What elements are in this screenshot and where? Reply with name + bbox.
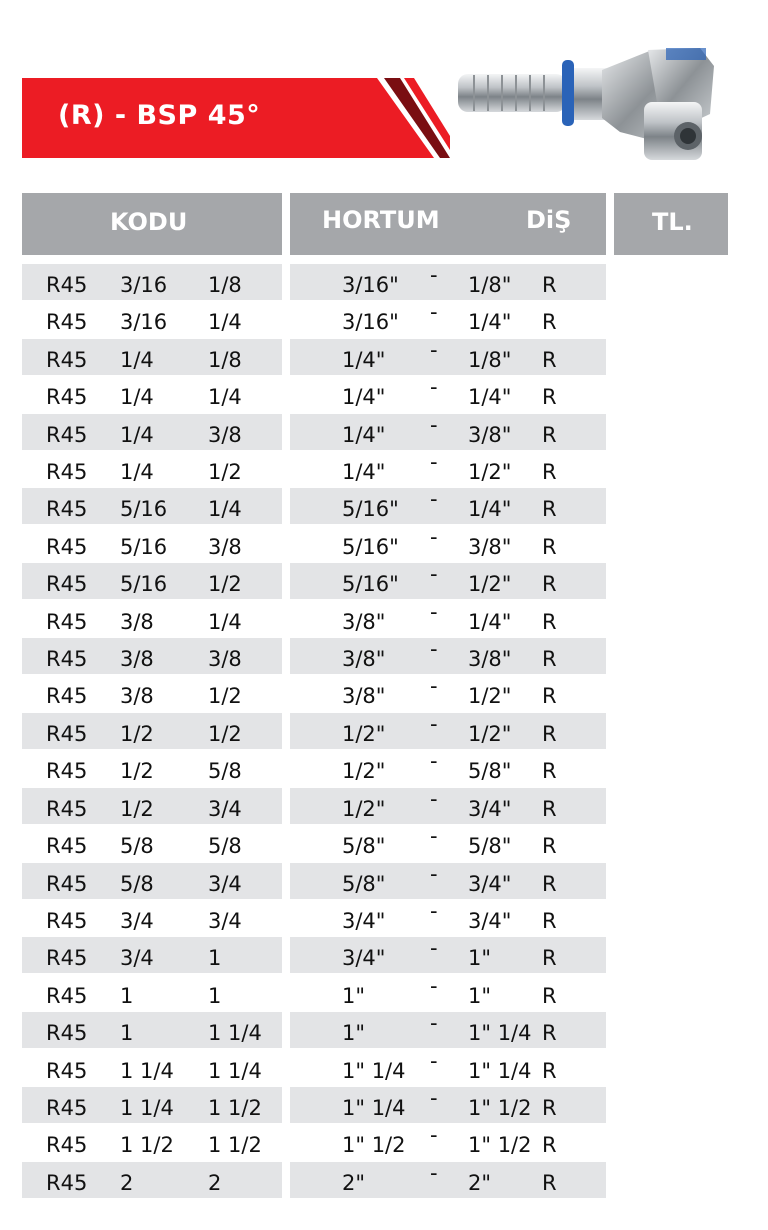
cell-dis: 5/8"	[468, 834, 512, 859]
cell-dash: -	[430, 711, 438, 736]
cell-type: R	[542, 871, 557, 896]
cell-size-b: 1/4	[208, 385, 242, 410]
cell-hortum: 3/4"	[342, 908, 386, 933]
cell-dis: 3/8"	[468, 422, 512, 447]
cell-dash: -	[430, 861, 438, 886]
row-background-hortum	[290, 563, 606, 599]
header-hortum-label: HORTUM	[322, 206, 440, 234]
cell-code: R45	[46, 1170, 88, 1195]
cell-dis: 1" 1/4	[468, 1058, 532, 1083]
cell-dash: -	[430, 599, 438, 624]
table-row	[22, 339, 606, 376]
cell-dis: 1/2"	[468, 460, 512, 485]
cell-size-b: 1/4	[208, 310, 242, 335]
fitting-table	[22, 264, 606, 1199]
cell-size-b: 3/8	[208, 422, 242, 447]
cell-code: R45	[46, 1058, 88, 1083]
cell-type: R	[542, 385, 557, 410]
cell-dis: 1/4"	[468, 497, 512, 522]
table-row	[22, 825, 606, 862]
cell-dis: 1"	[468, 983, 492, 1008]
cell-dash: -	[430, 524, 438, 549]
cell-hortum: 1"	[342, 983, 366, 1008]
cell-type: R	[542, 834, 557, 859]
cell-hortum: 1/4"	[342, 347, 386, 372]
cell-dis: 3/4"	[468, 796, 512, 821]
cell-dash: -	[430, 412, 438, 437]
cell-hortum: 1" 1/4	[342, 1095, 406, 1120]
cell-size-b: 1 1/2	[208, 1095, 262, 1120]
table-row	[22, 376, 606, 413]
row-background-hortum	[290, 526, 606, 562]
table-row	[22, 788, 606, 825]
cell-type: R	[542, 1170, 557, 1195]
cell-type: R	[542, 946, 557, 971]
table-row	[22, 1050, 606, 1087]
cell-hortum: 3/8"	[342, 684, 386, 709]
cell-size-a: 1 1/4	[120, 1095, 174, 1120]
cell-hortum: 5/16"	[342, 497, 399, 522]
cell-size-b: 1/2	[208, 684, 242, 709]
cell-hortum: 3/8"	[342, 647, 386, 672]
cell-code: R45	[46, 534, 88, 559]
cell-size-b: 3/8	[208, 534, 242, 559]
cell-dash: -	[430, 936, 438, 961]
cell-code: R45	[46, 609, 88, 634]
cell-dis: 3/4"	[468, 871, 512, 896]
row-background-hortum	[290, 638, 606, 674]
cell-dis: 1/2"	[468, 721, 512, 746]
table-row	[22, 414, 606, 451]
cell-type: R	[542, 273, 557, 297]
cell-code: R45	[46, 946, 88, 971]
cell-dash: -	[430, 487, 438, 512]
cell-dash: -	[430, 674, 438, 699]
cell-size-a: 1/4	[120, 460, 154, 485]
table-row	[22, 975, 606, 1012]
cell-type: R	[542, 460, 557, 485]
cell-dis: 1/2"	[468, 572, 512, 597]
table-row	[22, 488, 606, 525]
table-row	[22, 900, 606, 937]
cell-dis: 1"	[468, 946, 492, 971]
cell-type: R	[542, 609, 557, 634]
cell-type: R	[542, 310, 557, 335]
cell-dash: -	[430, 1085, 438, 1110]
cell-dash: -	[430, 1160, 438, 1185]
cell-size-b: 1 1/4	[208, 1021, 262, 1046]
table-row	[22, 526, 606, 563]
cell-size-b: 1/4	[208, 497, 242, 522]
cell-dis: 5/8"	[468, 759, 512, 784]
cell-size-a: 5/16	[120, 572, 168, 597]
cell-size-a: 1/2	[120, 759, 154, 784]
cell-code: R45	[46, 273, 88, 297]
cell-hortum: 3/16"	[342, 310, 399, 335]
cell-size-b: 3/4	[208, 796, 242, 821]
cell-hortum: 3/8"	[342, 609, 386, 634]
table-row	[22, 451, 606, 488]
header-tl	[614, 193, 728, 255]
row-background-hortum	[290, 675, 606, 711]
table-row	[22, 1087, 606, 1124]
cell-size-b: 3/4	[208, 871, 242, 896]
cell-size-b: 1	[208, 983, 222, 1008]
cell-code: R45	[46, 1021, 88, 1046]
row-background-hortum	[290, 1012, 606, 1048]
cell-size-a: 5/8	[120, 871, 154, 896]
header-tl-label: TL.	[652, 208, 693, 236]
title-banner	[22, 78, 450, 158]
table-row	[22, 264, 606, 301]
row-background-hortum	[290, 601, 606, 637]
cell-hortum: 5/16"	[342, 534, 399, 559]
elbow-fitting-image	[452, 44, 722, 170]
cell-size-b: 1/2	[208, 572, 242, 597]
cell-hortum: 1/2"	[342, 796, 386, 821]
cell-size-a: 3/16	[120, 273, 168, 297]
cell-type: R	[542, 684, 557, 709]
cell-hortum: 5/16"	[342, 572, 399, 597]
cell-size-b: 1/8	[208, 347, 242, 372]
row-background-hortum	[290, 1087, 606, 1123]
table-row	[22, 675, 606, 712]
cell-size-b: 1 1/4	[208, 1058, 262, 1083]
cell-type: R	[542, 983, 557, 1008]
row-background-hortum	[290, 975, 606, 1011]
header-kodu	[22, 193, 282, 255]
cell-hortum: 1/4"	[342, 422, 386, 447]
cell-dash: -	[430, 337, 438, 362]
row-background-hortum	[290, 1124, 606, 1160]
cell-dash: -	[430, 375, 438, 400]
cell-size-a: 1/4	[120, 422, 154, 447]
cell-dash: -	[430, 824, 438, 849]
row-background-hortum	[290, 863, 606, 899]
cell-code: R45	[46, 310, 88, 335]
header-hortum-dis	[290, 193, 606, 255]
cell-size-a: 3/4	[120, 908, 154, 933]
cell-size-a: 1 1/4	[120, 1058, 174, 1083]
cell-dis: 1/8"	[468, 273, 512, 297]
table-row	[22, 563, 606, 600]
cell-dash: -	[430, 973, 438, 998]
cell-dash: -	[430, 1048, 438, 1073]
cell-dis: 3/8"	[468, 534, 512, 559]
cell-size-b: 1/8	[208, 273, 242, 297]
cell-hortum: 1"	[342, 1021, 366, 1046]
cell-type: R	[542, 759, 557, 784]
cell-size-b: 5/8	[208, 834, 242, 859]
table-row	[22, 638, 606, 675]
cell-size-b: 3/4	[208, 908, 242, 933]
table-row	[22, 1162, 606, 1199]
cell-dis: 1/4"	[468, 385, 512, 410]
cell-hortum: 1/4"	[342, 385, 386, 410]
row-background-hortum	[290, 788, 606, 824]
page-title: (R) - BSP 45°	[58, 100, 261, 131]
header-dis-label: DiŞ	[526, 206, 572, 234]
cell-dash: -	[430, 786, 438, 811]
table-row	[22, 713, 606, 750]
row-background-hortum	[290, 937, 606, 973]
cell-type: R	[542, 1058, 557, 1083]
cell-hortum: 1/2"	[342, 759, 386, 784]
cell-dash: -	[430, 637, 438, 662]
cell-size-a: 3/16	[120, 310, 168, 335]
cell-size-a: 1/2	[120, 721, 154, 746]
cell-type: R	[542, 908, 557, 933]
cell-hortum: 1" 1/4	[342, 1058, 406, 1083]
cell-hortum: 1/2"	[342, 721, 386, 746]
cell-size-a: 1/4	[120, 347, 154, 372]
cell-code: R45	[46, 1095, 88, 1120]
cell-hortum: 1" 1/2	[342, 1133, 406, 1158]
cell-type: R	[542, 721, 557, 746]
cell-dis: 1/4"	[468, 310, 512, 335]
cell-type: R	[542, 572, 557, 597]
cell-dis: 1/2"	[468, 684, 512, 709]
cell-code: R45	[46, 572, 88, 597]
cell-size-a: 1/4	[120, 385, 154, 410]
cell-size-b: 3/8	[208, 647, 242, 672]
cell-code: R45	[46, 721, 88, 746]
cell-size-b: 5/8	[208, 759, 242, 784]
cell-size-b: 1	[208, 946, 222, 971]
cell-code: R45	[46, 1133, 88, 1158]
row-background-hortum	[290, 264, 606, 300]
cell-size-a: 5/16	[120, 534, 168, 559]
cell-hortum: 5/8"	[342, 871, 386, 896]
cell-dis: 1" 1/2	[468, 1095, 532, 1120]
cell-size-b: 1/4	[208, 609, 242, 634]
cell-dash: -	[430, 263, 438, 287]
cell-size-a: 1 1/2	[120, 1133, 174, 1158]
cell-type: R	[542, 534, 557, 559]
cell-type: R	[542, 647, 557, 672]
cell-type: R	[542, 1133, 557, 1158]
cell-dash: -	[430, 1123, 438, 1148]
cell-code: R45	[46, 385, 88, 410]
cell-code: R45	[46, 796, 88, 821]
cell-size-a: 1	[120, 1021, 134, 1046]
cell-code: R45	[46, 834, 88, 859]
cell-dis: 1/4"	[468, 609, 512, 634]
cell-dash: -	[430, 300, 438, 325]
cell-code: R45	[46, 871, 88, 896]
cell-dash: -	[430, 562, 438, 587]
cell-size-a: 3/4	[120, 946, 154, 971]
cell-type: R	[542, 497, 557, 522]
row-background-hortum	[290, 339, 606, 375]
cell-size-b: 1 1/2	[208, 1133, 262, 1158]
cell-type: R	[542, 422, 557, 447]
cell-code: R45	[46, 684, 88, 709]
row-background-hortum	[290, 414, 606, 450]
cell-dis: 1" 1/2	[468, 1133, 532, 1158]
cell-hortum: 2"	[342, 1170, 366, 1195]
cell-size-b: 1/2	[208, 460, 242, 485]
cell-type: R	[542, 1095, 557, 1120]
cell-size-b: 2	[208, 1170, 222, 1195]
row-background-hortum	[290, 1050, 606, 1086]
cell-code: R45	[46, 908, 88, 933]
cell-size-b: 1/2	[208, 721, 242, 746]
cell-size-a: 1	[120, 983, 134, 1008]
row-background-hortum	[290, 488, 606, 524]
cell-size-a: 1/2	[120, 796, 154, 821]
cell-dis: 3/4"	[468, 908, 512, 933]
row-background-hortum	[290, 451, 606, 487]
cell-type: R	[542, 1021, 557, 1046]
cell-code: R45	[46, 497, 88, 522]
cell-size-a: 5/16	[120, 497, 168, 522]
table-row	[22, 1124, 606, 1161]
cell-code: R45	[46, 422, 88, 447]
table-row	[22, 750, 606, 787]
cell-code: R45	[46, 347, 88, 372]
cell-dis: 1" 1/4	[468, 1021, 532, 1046]
cell-code: R45	[46, 647, 88, 672]
cell-size-a: 5/8	[120, 834, 154, 859]
cell-code: R45	[46, 759, 88, 784]
row-background-hortum	[290, 825, 606, 861]
cell-hortum: 1/4"	[342, 460, 386, 485]
table-row	[22, 301, 606, 338]
row-background-hortum	[290, 713, 606, 749]
cell-hortum: 3/4"	[342, 946, 386, 971]
row-background-hortum	[290, 301, 606, 337]
header-kodu-label: KODU	[110, 208, 188, 236]
cell-size-a: 2	[120, 1170, 134, 1195]
cell-dis: 3/8"	[468, 647, 512, 672]
cell-dash: -	[430, 749, 438, 774]
table-row	[22, 601, 606, 638]
row-background-hortum	[290, 900, 606, 936]
cell-dis: 2"	[468, 1170, 492, 1195]
row-background-hortum	[290, 376, 606, 412]
cell-hortum: 3/16"	[342, 273, 399, 297]
cell-dis: 1/8"	[468, 347, 512, 372]
cell-size-a: 3/8	[120, 647, 154, 672]
cell-dash: -	[430, 898, 438, 923]
cell-dash: -	[430, 1011, 438, 1036]
cell-code: R45	[46, 460, 88, 485]
cell-size-a: 3/8	[120, 609, 154, 634]
table-row	[22, 863, 606, 900]
row-background-hortum	[290, 750, 606, 786]
table-row	[22, 1012, 606, 1049]
cell-type: R	[542, 796, 557, 821]
cell-hortum: 5/8"	[342, 834, 386, 859]
cell-type: R	[542, 347, 557, 372]
cell-size-a: 3/8	[120, 684, 154, 709]
cell-code: R45	[46, 983, 88, 1008]
row-background-hortum	[290, 1162, 606, 1198]
table-row	[22, 937, 606, 974]
cell-dash: -	[430, 450, 438, 475]
